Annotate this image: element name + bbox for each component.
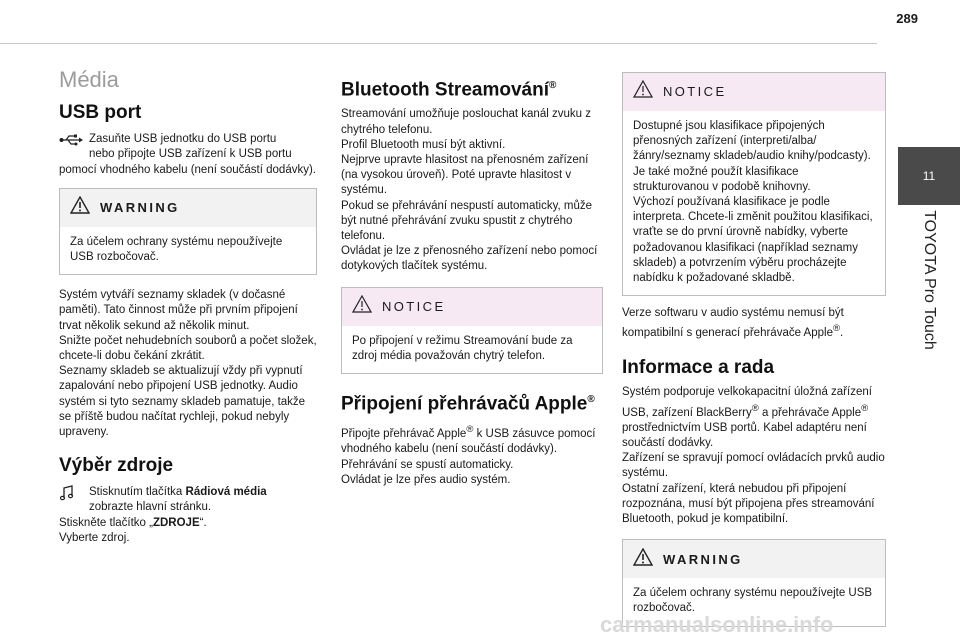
usb-text-line1: Zasuňte USB jednotku do USB portu	[89, 133, 277, 146]
column-1	[59, 67, 317, 546]
usb-icon	[59, 132, 89, 148]
bluetooth-heading-sup: ®	[548, 80, 557, 91]
info-text-b: a přehrávače Apple	[758, 406, 862, 419]
apple-heading	[341, 388, 603, 416]
info-heading: Informace a rada	[622, 357, 775, 379]
usb-text-line2: nebo připojte USB zařízení k USB portu	[89, 148, 292, 161]
notice-icon	[633, 80, 653, 103]
section-title: Média	[59, 67, 119, 92]
source-line4: Vyberte zdroj.	[59, 531, 130, 544]
playlist-paragraph: Systém vytváří seznamy skladek (v dočasné paměti). Tato činnost může při prvním připojení trvat několik sekund až několik minut. Snižte počet nehudebních souborů a počet složek, chcete-li dobu čekání zkrátit. Seznamy skladeb se aktualizují vždy při vypnutí zapalování nebo připojení USB jednotky. Audio systém si tyto seznamy skladeb pamatuje, takže se příště budou načítat rychleji, pokud nebyly upraveny.	[59, 289, 317, 439]
source-line1	[89, 485, 267, 500]
chapter-title-text: TOYOTA Pro Touch	[921, 210, 938, 350]
notice-text: Po připojení v režimu Streamování bude za zdroj média považován chytrý telefon.	[352, 334, 573, 362]
info-text-c: prostřednictvím USB portů. Kabel adaptéru není součástí dodávky. Zařízení se spravují pomocí ovládacích prvků audio systému. Ostatní zařízení, která nebudou při připojení rozpoznána, musí být připojena přes streamování Bluetooth, pokud je kompatibilní.	[622, 421, 885, 525]
info-sup2: ®	[861, 402, 869, 414]
usb-heading: USB port	[59, 102, 142, 124]
column-3	[622, 72, 886, 627]
source-line1-prefix: Stisknutím tlačítka	[89, 486, 186, 499]
warning-text-2: Za účelem ochrany systému nepoužívejte USB rozbočovač.	[633, 587, 873, 615]
info-sup1: ®	[751, 402, 759, 414]
watermark: carmanualsonline.info	[600, 612, 834, 637]
source-line3-prefix: Stiskněte tlačítko „	[59, 516, 153, 529]
bluetooth-heading	[341, 74, 603, 102]
notice-icon	[352, 295, 372, 318]
classification-notice-text: Dostupné jsou klasifikace připojených přenosných zařízení (interpreti/alba/žánry/seznamy skladeb/audio knihy/podcasty). Je také možné použít klasifikace strukturovanou v podobě knihovny. Výchozí používaná klasifikace je podle interpreta. Chcete-li změnit použitou klasifikaci, vraťte se do první úrovně nabídky, vyberte požadovanou klasifikaci (například seznamy skladeb) a potvrzením výběru procházejte nabídku k požadované skladbě.	[633, 120, 873, 285]
apple-heading-sup: ®	[587, 393, 595, 405]
source-heading: Výběr zdroje	[59, 455, 174, 477]
warning-box	[59, 188, 317, 275]
sources-button-ref: ZDROJE	[152, 516, 200, 529]
notice-label: NOTICE	[382, 298, 446, 314]
source-line3-suffix: “.	[199, 516, 207, 529]
apple-text-a: Připojte přehrávač Apple	[341, 428, 467, 441]
warning-icon	[633, 548, 653, 571]
version-text	[622, 306, 886, 341]
header-rule	[0, 43, 877, 44]
column-2	[341, 74, 603, 488]
apple-text	[341, 422, 603, 488]
version-text-b: .	[840, 327, 844, 340]
chapter-title	[898, 210, 960, 350]
apple-heading-text: Připojení přehrávačů Apple	[341, 393, 588, 415]
warning-header	[60, 189, 316, 227]
warning-label: WARNING	[100, 200, 180, 216]
apple-text-b: k USB zásuvce pomocí vhodného kabelu (není součástí dodávky). Přehrávání se spustí automaticky. Ovládat je lze přes audio systém.	[341, 428, 596, 486]
notice-header-classification	[623, 73, 885, 111]
warning-icon	[70, 196, 90, 219]
notice-header	[342, 288, 602, 326]
notice-label: NOTICE	[663, 84, 727, 100]
warning-text: Za účelem ochrany systému nepoužívejte USB rozbočovač.	[70, 235, 283, 264]
source-line2: zobrazte hlavní stránku.	[89, 501, 212, 514]
music-note-icon	[59, 485, 89, 501]
warning-label: WARNING	[663, 551, 743, 567]
notice-box-classification	[622, 72, 886, 296]
info-text	[622, 385, 886, 527]
bluetooth-text: Streamování umožňuje poslouchat kanál zvuku z chytrého telefonu. Profil Bluetooth musí být aktivní. Nejprve upravte hlasitost na přenosném zařízení (na vysokou úroveň). Poté upravte hlasitost v systému. Pokud se přehrávání nespustí automaticky, může být nutné přehrávání zvuku spustit z chytrého telefonu. Ovládat je lze z přenosného zařízení nebo pomocí dotykových tlačítek systému.	[341, 108, 598, 273]
info-text-a: Systém podporuje velkokapacitní úložná zařízení USB, zařízení BlackBerry	[622, 386, 872, 419]
version-sup: ®	[832, 323, 841, 335]
source-line3	[59, 516, 317, 531]
chapter-tab[interactable]: 11	[898, 147, 960, 205]
notice-box	[341, 287, 603, 374]
apple-text-sup: ®	[466, 424, 474, 436]
radio-media-button-ref: Rádiová média	[185, 486, 267, 499]
page-number: 289	[896, 11, 918, 26]
usb-text-rest: pomocí vhodného kabelu (není součástí dodávky).	[59, 163, 316, 176]
bluetooth-heading-text: Bluetooth Streamování	[341, 79, 549, 101]
warning-header-2	[623, 540, 885, 578]
version-text-a: Verze softwaru v audio systému nemusí být kompatibilní s generací přehrávače Apple	[622, 307, 844, 340]
